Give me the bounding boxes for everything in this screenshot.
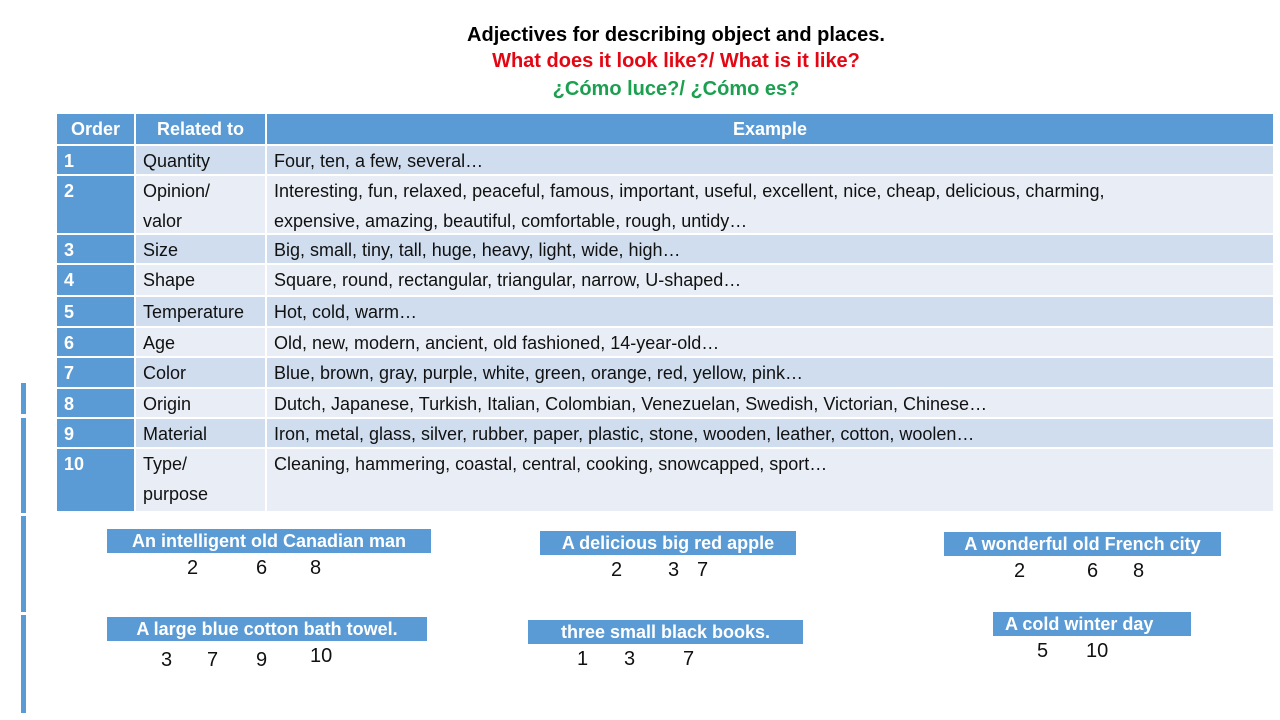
- left-accent-bar: [21, 516, 26, 612]
- example-cell: Interesting, fun, relaxed, peaceful, famous, important, useful, excellent, nice, cheap, delicious, charming, expensive, amazing, beautiful, comfortable, rough, untidy…: [267, 176, 1273, 233]
- example-label: An intelligent old Canadian man: [107, 529, 431, 553]
- table-row: [57, 297, 1273, 328]
- related-cell: Quantity: [136, 146, 267, 174]
- order-number: 6: [256, 557, 268, 579]
- table-row: [57, 235, 1273, 265]
- example-cell: Cleaning, hammering, coastal, central, cooking, snowcapped, sport…: [267, 449, 1273, 511]
- table-row: [57, 146, 1273, 176]
- table-row: [57, 176, 1273, 235]
- subtitle-spanish: ¿Cómo luce?/ ¿Cómo es?: [552, 78, 800, 100]
- example-cell: Blue, brown, gray, purple, white, green, orange, red, yellow, pink…: [267, 358, 1273, 387]
- order-number: 3: [624, 648, 636, 670]
- example-label: A large blue cotton bath towel.: [107, 617, 427, 641]
- table-row: [57, 419, 1273, 449]
- order-number: 3: [668, 559, 680, 581]
- example-phrase: [944, 532, 1221, 586]
- example-numbers: [993, 636, 1191, 666]
- order-cell: 9: [57, 419, 136, 447]
- example-cell: Dutch, Japanese, Turkish, Italian, Colombian, Venezuelan, Swedish, Victorian, Chinese…: [267, 389, 1273, 417]
- adjective-order-table: [57, 114, 1273, 511]
- order-number: 9: [256, 649, 268, 671]
- related-cell: Size: [136, 235, 267, 263]
- example-phrase: [107, 617, 427, 671]
- column-header-order: Order: [57, 114, 136, 144]
- order-number: 10: [310, 645, 333, 667]
- example-phrase: [993, 612, 1191, 666]
- order-number: 2: [611, 559, 623, 581]
- order-number: 8: [1133, 560, 1145, 582]
- left-accent-bar: [21, 615, 26, 713]
- order-number: 7: [683, 648, 695, 670]
- left-accent-bar: [21, 418, 26, 513]
- order-cell: 10: [57, 449, 136, 511]
- related-cell: Temperature: [136, 297, 267, 326]
- order-cell: 4: [57, 265, 136, 295]
- example-label: A wonderful old French city: [944, 532, 1221, 556]
- example-cell: Big, small, tiny, tall, huge, heavy, light, wide, high…: [267, 235, 1273, 263]
- related-cell: Type/ purpose: [136, 449, 267, 511]
- order-cell: 2: [57, 176, 136, 233]
- example-cell: Hot, cold, warm…: [267, 297, 1273, 326]
- order-cell: 1: [57, 146, 136, 174]
- example-phrase: [540, 531, 796, 585]
- table-row: [57, 358, 1273, 389]
- example-label: three small black books.: [528, 620, 803, 644]
- table-row: [57, 389, 1273, 419]
- related-cell: Opinion/ valor: [136, 176, 267, 233]
- left-accent-bar: [21, 383, 26, 414]
- related-cell: Material: [136, 419, 267, 447]
- example-cell: Iron, metal, glass, silver, rubber, paper, plastic, stone, wooden, leather, cotton, woolen…: [267, 419, 1273, 447]
- order-number: 2: [187, 557, 199, 579]
- example-cell: Square, round, rectangular, triangular, narrow, U-shaped…: [267, 265, 1273, 295]
- page-title: Adjectives for describing object and places.: [467, 24, 885, 46]
- example-numbers: [944, 556, 1221, 586]
- table-row: [57, 449, 1273, 511]
- table-row: [57, 328, 1273, 358]
- order-number: 1: [577, 648, 589, 670]
- column-header-related-to: Related to: [136, 114, 267, 144]
- example-numbers: [107, 641, 427, 671]
- example-numbers: [540, 555, 796, 585]
- order-number: 3: [161, 649, 173, 671]
- table-row: [57, 265, 1273, 297]
- order-cell: 5: [57, 297, 136, 326]
- example-numbers: [107, 553, 431, 583]
- example-cell: Four, ten, a few, several…: [267, 146, 1273, 174]
- order-number: 5: [1037, 640, 1049, 662]
- related-cell: Age: [136, 328, 267, 356]
- order-number: 8: [310, 557, 322, 579]
- order-number: 10: [1086, 640, 1109, 662]
- order-cell: 8: [57, 389, 136, 417]
- order-cell: 7: [57, 358, 136, 387]
- example-label: A delicious big red apple: [540, 531, 796, 555]
- order-number: 7: [697, 559, 709, 581]
- order-number: 6: [1087, 560, 1099, 582]
- subtitle-english: What does it look like?/ What is it like?: [492, 50, 860, 72]
- related-cell: Origin: [136, 389, 267, 417]
- example-phrase: [528, 620, 803, 674]
- related-cell: Shape: [136, 265, 267, 295]
- order-number: 7: [207, 649, 219, 671]
- column-header-example: Example: [732, 118, 808, 139]
- title-block: [0, 22, 1280, 104]
- table-header: [57, 114, 1273, 146]
- order-cell: 3: [57, 235, 136, 263]
- example-cell: Old, new, modern, ancient, old fashioned, 14-year-old…: [267, 328, 1273, 356]
- related-cell: Color: [136, 358, 267, 387]
- example-label: A cold winter day: [993, 612, 1191, 636]
- order-number: 2: [1014, 560, 1026, 582]
- example-phrase: [107, 529, 431, 583]
- example-numbers: [528, 644, 803, 674]
- order-cell: 6: [57, 328, 136, 356]
